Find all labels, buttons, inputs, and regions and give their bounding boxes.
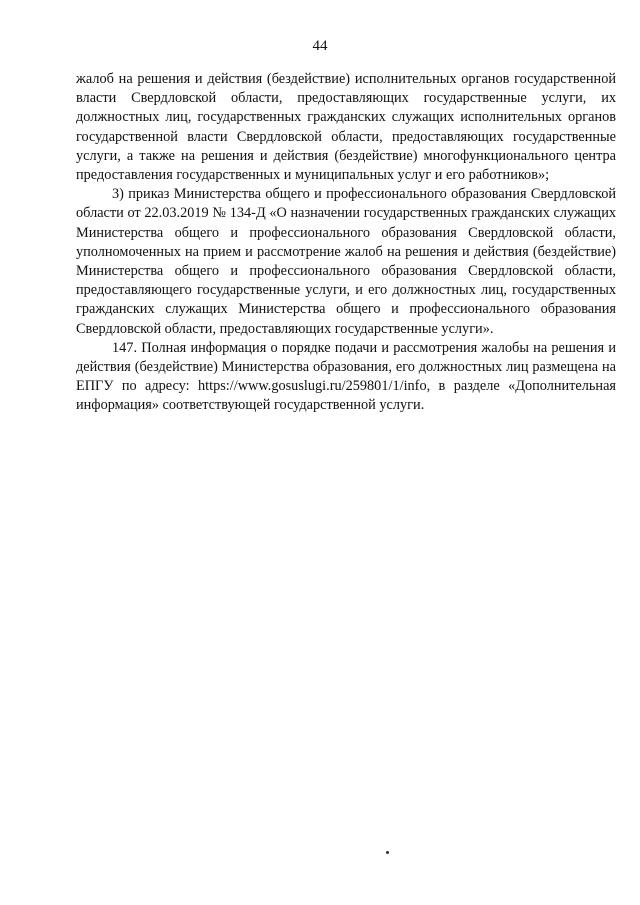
scan-mark bbox=[386, 851, 389, 854]
paragraph-continuation: жалоб на решения и действия (бездействие) исполнительных органов государственной власти Свердловской области, предоставляющих государственные услуги, их должностных лиц, государственных гражданских служащих исполнительных органов государственной власти Свердловской области, предоставляющих государственные услуги, а также на решения и действия (бездействие) многофункционального центра предоставления государственных и муниципальных услуг и его работников»; bbox=[76, 71, 616, 184]
document-body bbox=[76, 70, 616, 416]
paragraph-order-item-3: 3) приказ Министерства общего и профессионального образования Свердловской области от 22.03.2019 № 134-Д «О назначении государственных гражданских служащих Министерства общего и профессионального образования Свердловской области, уполномоченных на прием и рассмотрение жалоб на решения и действия (бездействие) Министерства общего и профессионального образования Свердловской области, предоставляющего государственные услуги, и его должностных лиц, государственных гражданских служащих Министерства общего и профессионального образования Свердловской области, предоставляющих государственные услуги». bbox=[76, 186, 616, 337]
paragraph-clause-147: 147. Полная информация о порядке подачи и рассмотрения жалобы на решения и действия (бездействие) Министерства образования, его должностных лиц размещена на ЕПГУ по адресу: https://www.gosuslugi.ru/259801/1/info, в разделе «Дополнительная информация» соответствующей государственной услуги. bbox=[76, 339, 616, 414]
page-number: 44 bbox=[312, 38, 328, 54]
